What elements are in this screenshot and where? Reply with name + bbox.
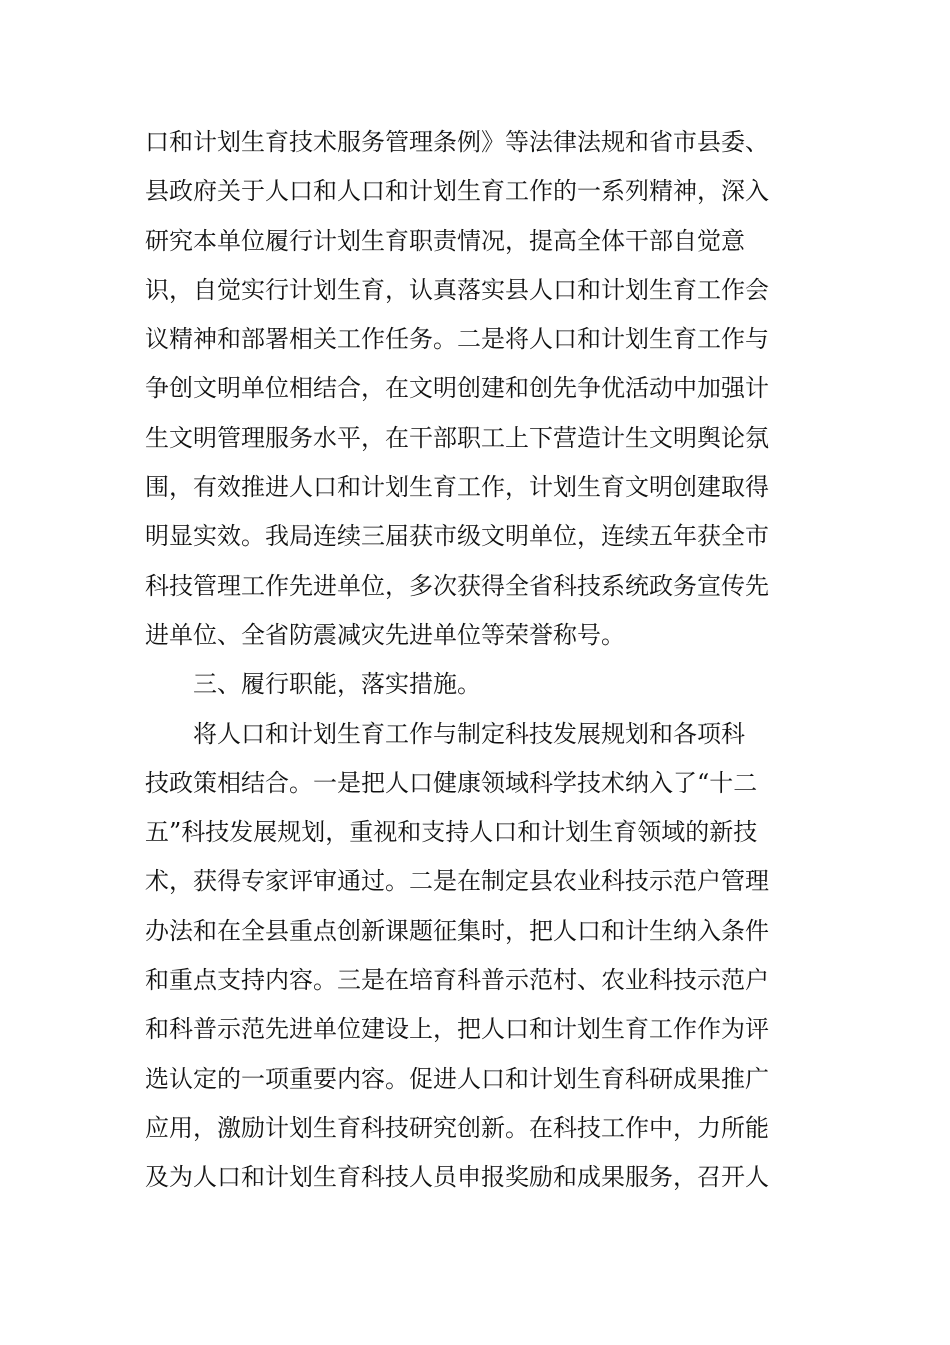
text-line: 争创文明单位相结合，在文明创建和创先争优活动中加强计	[145, 374, 769, 403]
text-line: 进单位、全省防震减灾先进单位等荣誉称号。	[145, 620, 625, 649]
text-line: 科技管理工作先进单位，多次获得全省科技系统政务宣传先	[145, 571, 769, 600]
text-line: 口和计划生育技术服务管理条例》等法律法规和省市县委、	[145, 128, 769, 156]
text-line: 明显实效。我局连续三届获市级文明单位，连续五年获全市	[145, 522, 769, 551]
text-line: 研究本单位履行计划生育职责情况，提高全体干部自觉意	[145, 226, 745, 255]
text-line: 五”科技发展规划，重视和支持人口和计划生育领域的新技	[145, 818, 758, 847]
text-line: 和科普示范先进单位建设上，把人口和计划生育工作作为评	[145, 1015, 769, 1044]
text-line: 及为人口和计划生育科技人员申报奖励和成果服务，召开人	[145, 1163, 769, 1192]
text-line: 识，自觉实行计划生育，认真落实县人口和计划生育工作会	[145, 275, 769, 304]
text-line: 办法和在全县重点创新课题征集时，把人口和计生纳入条件	[145, 916, 769, 945]
text-line: 术，获得专家评审通过。二是在制定县农业科技示范户管理	[145, 867, 769, 896]
paragraph-first-line: 将人口和计划生育工作与制定科技发展规划和各项科	[193, 719, 745, 748]
text-line: 县政府关于人口和人口和计划生育工作的一系列精神，深入	[145, 177, 769, 206]
text-line: 和重点支持内容。三是在培育科普示范村、农业科技示范户	[145, 966, 769, 995]
text-line: 应用，激励计划生育科技研究创新。在科技工作中，力所能	[145, 1113, 769, 1142]
text-line: 生文明管理服务水平，在干部职工上下营造计生文明舆论氛	[145, 423, 769, 452]
text-line: 围，有效推进人口和计划生育工作，计划生育文明创建取得	[145, 473, 769, 502]
text-line: 技政策相结合。一是把人口健康领域科学技术纳入了“十二	[145, 768, 758, 797]
section-heading: 三、履行职能，落实措施。	[193, 670, 481, 699]
text-line: 选认定的一项重要内容。促进人口和计划生育科研成果推广	[145, 1064, 769, 1093]
body-text	[145, 122, 769, 1207]
text-line: 议精神和部署相关工作任务。二是将人口和计划生育工作与	[145, 325, 769, 354]
